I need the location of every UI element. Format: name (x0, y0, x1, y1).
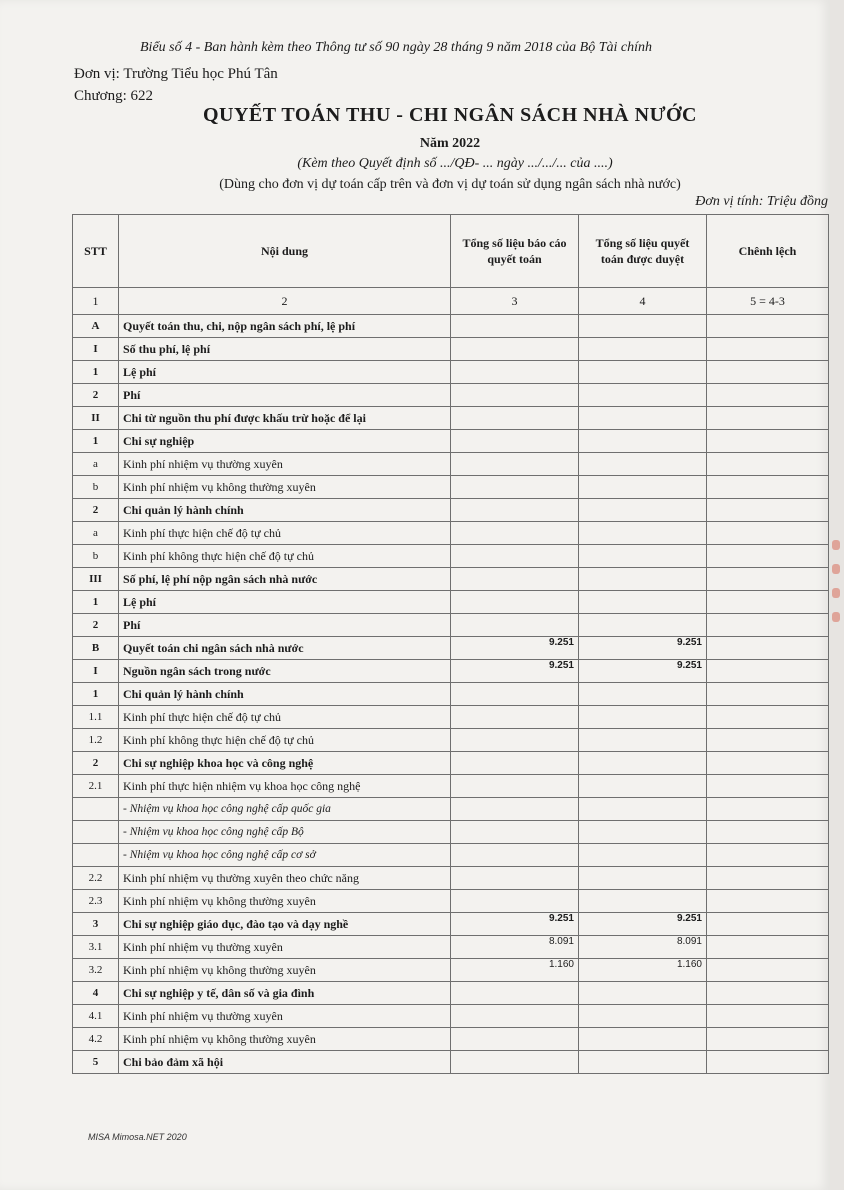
table-row (73, 1005, 829, 1028)
row-content: Chi sự nghiệp y tế, dân số và gia đình (119, 982, 451, 1005)
table-row (73, 591, 829, 614)
row-approved-value (579, 706, 707, 729)
row-stt: 1.1 (73, 706, 119, 729)
row-content: - Nhiệm vụ khoa học công nghệ cấp cơ sở (119, 844, 451, 867)
table-body (73, 315, 829, 1074)
usage-note: (Dùng cho đơn vị dự toán cấp trên và đơn vị dự toán sử dụng ngân sách nhà nước) (219, 177, 681, 192)
row-approved-value: 9.251 (579, 637, 707, 660)
row-reported-value: 1.160 (451, 959, 579, 982)
row-difference-value (707, 959, 829, 982)
table-row (73, 407, 829, 430)
row-difference-value (707, 545, 829, 568)
row-approved-value (579, 1028, 707, 1051)
row-content: Phí (119, 614, 451, 637)
table-row (73, 890, 829, 913)
table-row (73, 476, 829, 499)
table-row (73, 1028, 829, 1051)
row-reported-value (451, 315, 579, 338)
row-approved-value (579, 453, 707, 476)
row-content: Chi quản lý hành chính (119, 499, 451, 522)
row-stt: 2 (73, 384, 119, 407)
row-stt: 1 (73, 591, 119, 614)
row-reported-value (451, 614, 579, 637)
row-stt: b (73, 476, 119, 499)
row-difference-value (707, 453, 829, 476)
row-content: Lệ phí (119, 361, 451, 384)
table-row (73, 913, 829, 936)
row-reported-value (451, 591, 579, 614)
currency-unit: Đơn vị tính: Triệu đồng (695, 194, 828, 209)
row-stt: 3.2 (73, 959, 119, 982)
row-difference-value (707, 798, 829, 821)
row-content: Kinh phí không thực hiện chế độ tự chủ (119, 729, 451, 752)
column-number: 3 (451, 288, 579, 315)
row-reported-value: 9.251 (451, 660, 579, 683)
row-difference-value (707, 1051, 829, 1074)
table-row (73, 384, 829, 407)
row-difference-value (707, 338, 829, 361)
table-row (73, 844, 829, 867)
row-difference-value (707, 522, 829, 545)
table-row (73, 821, 829, 844)
row-difference-value (707, 499, 829, 522)
row-reported-value (451, 1005, 579, 1028)
row-approved-value (579, 982, 707, 1005)
row-approved-value (579, 499, 707, 522)
row-stt: 1.2 (73, 729, 119, 752)
row-difference-value (707, 683, 829, 706)
row-approved-value (579, 545, 707, 568)
table-row (73, 706, 829, 729)
row-difference-value (707, 568, 829, 591)
row-stt: 2.1 (73, 775, 119, 798)
row-content: Quyết toán chi ngân sách nhà nước (119, 637, 451, 660)
row-difference-value (707, 430, 829, 453)
row-stt: 2.2 (73, 867, 119, 890)
row-reported-value (451, 361, 579, 384)
row-content: Kinh phí không thực hiện chế độ tự chủ (119, 545, 451, 568)
row-content: Chi từ nguồn thu phí được khấu trừ hoặc để lại (119, 407, 451, 430)
row-content: Nguồn ngân sách trong nước (119, 660, 451, 683)
row-reported-value (451, 890, 579, 913)
row-approved-value (579, 752, 707, 775)
row-stt: B (73, 637, 119, 660)
chapter-code: Chương: 622 (74, 88, 153, 104)
row-content: Chi sự nghiệp khoa học và công nghệ (119, 752, 451, 775)
row-reported-value (451, 706, 579, 729)
row-reported-value (451, 499, 579, 522)
row-reported-value (451, 729, 579, 752)
column-number-row (73, 288, 829, 315)
row-difference-value (707, 890, 829, 913)
software-footer: MISA Mimosa.NET 2020 (88, 1132, 187, 1142)
row-content: Kinh phí nhiệm vụ không thường xuyên (119, 476, 451, 499)
row-stt: a (73, 522, 119, 545)
row-stt: I (73, 338, 119, 361)
row-stt: 3 (73, 913, 119, 936)
row-content: Kinh phí nhiệm vụ không thường xuyên (119, 1028, 451, 1051)
row-content: Kinh phí thực hiện nhiệm vụ khoa học công nghệ (119, 775, 451, 798)
row-stt: III (73, 568, 119, 591)
row-stt: 5 (73, 1051, 119, 1074)
row-approved-value (579, 1005, 707, 1028)
row-stt: 2.3 (73, 890, 119, 913)
row-stt: 1 (73, 683, 119, 706)
table-row (73, 361, 829, 384)
table-row (73, 775, 829, 798)
row-content: Quyết toán thu, chi, nộp ngân sách phí, lệ phí (119, 315, 451, 338)
row-difference-value (707, 1005, 829, 1028)
row-reported-value (451, 982, 579, 1005)
header-difference: Chênh lệch (707, 215, 829, 288)
row-approved-value: 9.251 (579, 913, 707, 936)
row-content: Số phí, lệ phí nộp ngân sách nhà nước (119, 568, 451, 591)
header-stt: STT (73, 215, 119, 288)
table-row (73, 752, 829, 775)
row-content: Kinh phí thực hiện chế độ tự chủ (119, 522, 451, 545)
row-difference-value (707, 775, 829, 798)
row-approved-value (579, 844, 707, 867)
row-stt: 1 (73, 361, 119, 384)
row-difference-value (707, 637, 829, 660)
column-number: 4 (579, 288, 707, 315)
row-approved-value (579, 338, 707, 361)
row-content: Kinh phí thực hiện chế độ tự chủ (119, 706, 451, 729)
row-difference-value (707, 936, 829, 959)
row-approved-value: 8.091 (579, 936, 707, 959)
row-difference-value (707, 591, 829, 614)
row-content: - Nhiệm vụ khoa học công nghệ cấp Bộ (119, 821, 451, 844)
page-title: QUYẾT TOÁN THU - CHI NGÂN SÁCH NHÀ NƯỚC (202, 104, 697, 126)
row-approved-value (579, 384, 707, 407)
row-reported-value (451, 867, 579, 890)
table-row (73, 683, 829, 706)
table-row (73, 614, 829, 637)
row-reported-value (451, 1051, 579, 1074)
row-stt: 4.2 (73, 1028, 119, 1051)
row-reported-value (451, 338, 579, 361)
column-number: 5 = 4-3 (707, 288, 829, 315)
row-content: Kinh phí nhiệm vụ thường xuyên (119, 936, 451, 959)
row-reported-value (451, 522, 579, 545)
row-stt: II (73, 407, 119, 430)
row-reported-value: 8.091 (451, 936, 579, 959)
row-reported-value (451, 798, 579, 821)
row-reported-value: 9.251 (451, 637, 579, 660)
table-row (73, 1051, 829, 1074)
row-difference-value (707, 614, 829, 637)
row-approved-value (579, 522, 707, 545)
row-reported-value (451, 568, 579, 591)
table-row (73, 315, 829, 338)
header-content: Nội dung (119, 215, 451, 288)
row-approved-value (579, 821, 707, 844)
row-difference-value (707, 729, 829, 752)
row-approved-value (579, 867, 707, 890)
row-stt: b (73, 545, 119, 568)
table-row (73, 430, 829, 453)
table-row (73, 568, 829, 591)
row-content: Kinh phí nhiệm vụ không thường xuyên (119, 959, 451, 982)
row-difference-value (707, 752, 829, 775)
row-reported-value (451, 752, 579, 775)
row-stt: 1 (73, 430, 119, 453)
table-row (73, 729, 829, 752)
table-row (73, 522, 829, 545)
column-number: 2 (119, 288, 451, 315)
row-difference-value (707, 821, 829, 844)
row-content: Lệ phí (119, 591, 451, 614)
report-year: Năm 2022 (419, 136, 481, 151)
row-reported-value (451, 384, 579, 407)
row-approved-value (579, 775, 707, 798)
row-reported-value (451, 821, 579, 844)
row-reported-value (451, 453, 579, 476)
form-reference: Biểu số 4 - Ban hành kèm theo Thông tư số 90 ngày 28 tháng 9 năm 2018 của Bộ Tài chính (140, 40, 652, 55)
table-row (73, 338, 829, 361)
row-content: Kinh phí nhiệm vụ thường xuyên (119, 1005, 451, 1028)
row-approved-value (579, 1051, 707, 1074)
row-difference-value (707, 913, 829, 936)
table-row (73, 499, 829, 522)
row-approved-value (579, 476, 707, 499)
row-stt (73, 821, 119, 844)
header-approved: Tổng số liệu quyết toán được duyệt (579, 215, 707, 288)
header-reported: Tổng số liệu báo cáo quyết toán (451, 215, 579, 288)
row-approved-value (579, 729, 707, 752)
row-content: Chi sự nghiệp (119, 430, 451, 453)
row-approved-value (579, 798, 707, 821)
row-approved-value (579, 568, 707, 591)
row-difference-value (707, 982, 829, 1005)
table-row (73, 867, 829, 890)
row-approved-value (579, 890, 707, 913)
row-difference-value (707, 384, 829, 407)
row-stt: 2 (73, 499, 119, 522)
row-difference-value (707, 361, 829, 384)
row-approved-value: 1.160 (579, 959, 707, 982)
row-stt: 4.1 (73, 1005, 119, 1028)
row-approved-value: 9.251 (579, 660, 707, 683)
row-reported-value (451, 407, 579, 430)
row-approved-value (579, 407, 707, 430)
row-difference-value (707, 660, 829, 683)
row-content: Phí (119, 384, 451, 407)
row-content: Kinh phí nhiệm vụ thường xuyên (119, 453, 451, 476)
table-row (73, 798, 829, 821)
table-row (73, 637, 829, 660)
row-stt: 3.1 (73, 936, 119, 959)
row-reported-value (451, 844, 579, 867)
budget-table (72, 214, 829, 1074)
table-row (73, 545, 829, 568)
table-row (73, 982, 829, 1005)
row-content: - Nhiệm vụ khoa học công nghệ cấp quốc gia (119, 798, 451, 821)
table-row (73, 936, 829, 959)
table-row (73, 453, 829, 476)
row-approved-value (579, 683, 707, 706)
table-row (73, 959, 829, 982)
stamp-mark (832, 540, 842, 640)
row-approved-value (579, 315, 707, 338)
row-content: Chi sự nghiệp giáo dục, đào tạo và dạy nghề (119, 913, 451, 936)
row-reported-value (451, 775, 579, 798)
row-content: Kinh phí nhiệm vụ thường xuyên theo chức năng (119, 867, 451, 890)
row-difference-value (707, 1028, 829, 1051)
row-reported-value: 9.251 (451, 913, 579, 936)
row-difference-value (707, 407, 829, 430)
row-reported-value (451, 430, 579, 453)
row-difference-value (707, 476, 829, 499)
row-difference-value (707, 867, 829, 890)
row-stt (73, 798, 119, 821)
row-difference-value (707, 706, 829, 729)
row-approved-value (579, 591, 707, 614)
row-stt: I (73, 660, 119, 683)
row-reported-value (451, 476, 579, 499)
row-stt: 4 (73, 982, 119, 1005)
row-difference-value (707, 315, 829, 338)
unit-name: Đơn vị: Trường Tiểu học Phú Tân (74, 66, 278, 82)
table-header-row (73, 215, 829, 288)
column-number: 1 (73, 288, 119, 315)
row-difference-value (707, 844, 829, 867)
row-stt: A (73, 315, 119, 338)
row-reported-value (451, 1028, 579, 1051)
row-content: Chi bảo đảm xã hội (119, 1051, 451, 1074)
row-stt: a (73, 453, 119, 476)
row-approved-value (579, 614, 707, 637)
row-approved-value (579, 430, 707, 453)
row-stt (73, 844, 119, 867)
row-reported-value (451, 683, 579, 706)
row-content: Kinh phí nhiệm vụ không thường xuyên (119, 890, 451, 913)
table-row (73, 660, 829, 683)
row-content: Chi quản lý hành chính (119, 683, 451, 706)
row-reported-value (451, 545, 579, 568)
row-stt: 2 (73, 752, 119, 775)
row-approved-value (579, 361, 707, 384)
row-content: Số thu phí, lệ phí (119, 338, 451, 361)
attachment-note: (Kèm theo Quyết định số .../QĐ- ... ngày .../.../... của ....) (297, 156, 613, 171)
row-stt: 2 (73, 614, 119, 637)
